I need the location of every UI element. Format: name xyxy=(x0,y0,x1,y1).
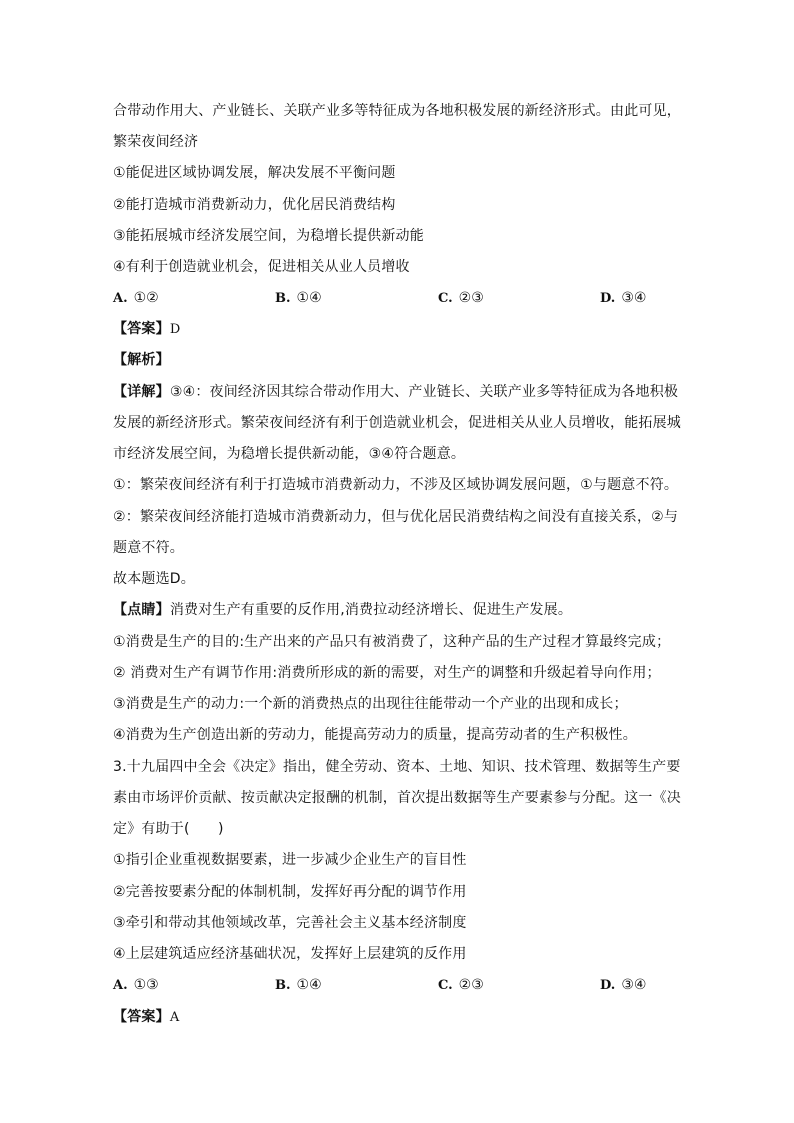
answer-label: 【答案】 xyxy=(113,1009,170,1025)
q2-tip-line-4: ③消费是生产的动力:一个新的消费热点的出现往往能带动一个产业的出现和成长； xyxy=(113,696,628,712)
q2-statement-1: ①能促进区域协调发展，解决发展不平衡问题 xyxy=(113,165,396,181)
q2-stem-line-2: 繁荣夜间经济 xyxy=(113,134,199,150)
answer-label: 【答案】 xyxy=(113,321,170,337)
q2-statement-3: ③能拓展城市经济发展空间，为稳增长提供新动能 xyxy=(113,228,424,244)
q2-statement-2: ②能打造城市消费新动力，优化居民消费结构 xyxy=(113,197,396,213)
q2-detail-line-1 xyxy=(113,382,678,402)
q2-option-a xyxy=(113,288,159,309)
q3-answer xyxy=(113,1007,179,1028)
q2-option-c xyxy=(438,288,484,309)
q3-stem-line-1: 3.十九届四中全会《决定》指出，健全劳动、资本、土地、知识、技术管理、数据等生产要 xyxy=(113,759,681,775)
q3-statement-1: ①指引企业重视数据要素，进一步减少企业生产的盲目性 xyxy=(113,852,467,868)
q3-option-d xyxy=(600,975,646,996)
option-letter: B. xyxy=(275,978,291,993)
q3-stem-line-3: 定》有助于( ) xyxy=(113,821,224,837)
q2-answer xyxy=(113,319,180,340)
q2-stem-line-1: 合带动作用大、产业链长、关联产业多等特征成为各地积极发展的新经济形式。由此可见， xyxy=(113,103,681,119)
q2-detail-line-2: 发展的新经济形式。繁荣夜间经济有利于创造就业机会，促进相关从业人员增收，能拓展城 xyxy=(113,415,681,431)
tip-label: 【点睛】 xyxy=(113,602,170,618)
option-letter: D. xyxy=(600,978,616,993)
q2-tip-line-3: ② 消费对生产有调节作用:消费所形成的新的需要，对生产的调整和升级起着导向作用； xyxy=(113,665,661,681)
option-letter: D. xyxy=(600,291,616,306)
option-text: ②③ xyxy=(458,977,484,993)
q2-detail-line-4: ①：繁荣夜间经济有利于打造城市消费新动力，不涉及区域协调发展问题，①与题意不符。 xyxy=(113,477,679,493)
q2-detail-line-6: 题意不符。 xyxy=(113,540,184,556)
q2-tip-line-2: ①消费是生产的目的:生产出来的产品只有被消费了，这种产品的生产过程才算最终完成； xyxy=(113,634,671,650)
q2-tip-line-5: ④消费为生产创造出新的劳动力，能提高劳动力的质量，提高劳动者的生产积极性。 xyxy=(113,727,637,743)
option-letter: C. xyxy=(438,978,453,993)
q3-statement-2: ②完善按要素分配的体制机制，发挥好再分配的调节作用 xyxy=(113,884,467,900)
q2-option-d xyxy=(600,288,646,309)
q3-option-b xyxy=(275,975,322,996)
q2-detail-line-5: ②：繁荣夜间经济能打造城市消费新动力，但与优化居民消费结构之间没有直接关系，②与 xyxy=(113,509,679,525)
q3-option-a xyxy=(113,975,159,996)
q2-detail-line-7: 故本题选D。 xyxy=(113,571,195,587)
q3-stem-line-2: 素由市场评价贡献、按贡献决定报酬的机制，首次提出数据等生产要素参与分配。这一《决 xyxy=(113,790,681,806)
option-text: ③④ xyxy=(621,290,647,306)
detail-text: ③④：夜间经济因其综合带动作用大、产业链长、关联产业多等特征成为各地积极 xyxy=(169,384,679,400)
option-text: ①③ xyxy=(133,977,159,993)
q2-analysis-label: 【解析】 xyxy=(113,352,170,368)
q3-statement-3: ③牵引和带动其他领域改革，完善社会主义基本经济制度 xyxy=(113,915,467,931)
q2-detail-line-3: 市经济发展空间，为稳增长提供新动能，③④符合题意。 xyxy=(113,446,466,462)
q2-statement-4: ④有利于创造就业机会，促进相关从业人员增收 xyxy=(113,259,410,275)
tip-text: 消费对生产有重要的反作用,消费拉动经济增长、促进生产发展。 xyxy=(169,602,573,618)
option-letter: A. xyxy=(113,978,128,993)
option-letter: C. xyxy=(438,291,453,306)
q3-option-c xyxy=(438,975,484,996)
answer-value: A xyxy=(169,1010,180,1025)
q3-statement-4: ④上层建筑适应经济基础状况，发挥好上层建筑的反作用 xyxy=(113,946,467,962)
option-text: ①④ xyxy=(296,290,322,306)
option-letter: A. xyxy=(113,291,128,306)
option-text: ①② xyxy=(133,290,159,306)
q2-tip-line-1 xyxy=(113,600,572,620)
detail-label: 【详解】 xyxy=(113,384,170,400)
option-text: ②③ xyxy=(458,290,484,306)
q2-option-b xyxy=(275,288,322,309)
option-text: ③④ xyxy=(621,977,647,993)
answer-value: D xyxy=(169,322,181,337)
option-text: ①④ xyxy=(296,977,322,993)
option-letter: B. xyxy=(275,291,291,306)
